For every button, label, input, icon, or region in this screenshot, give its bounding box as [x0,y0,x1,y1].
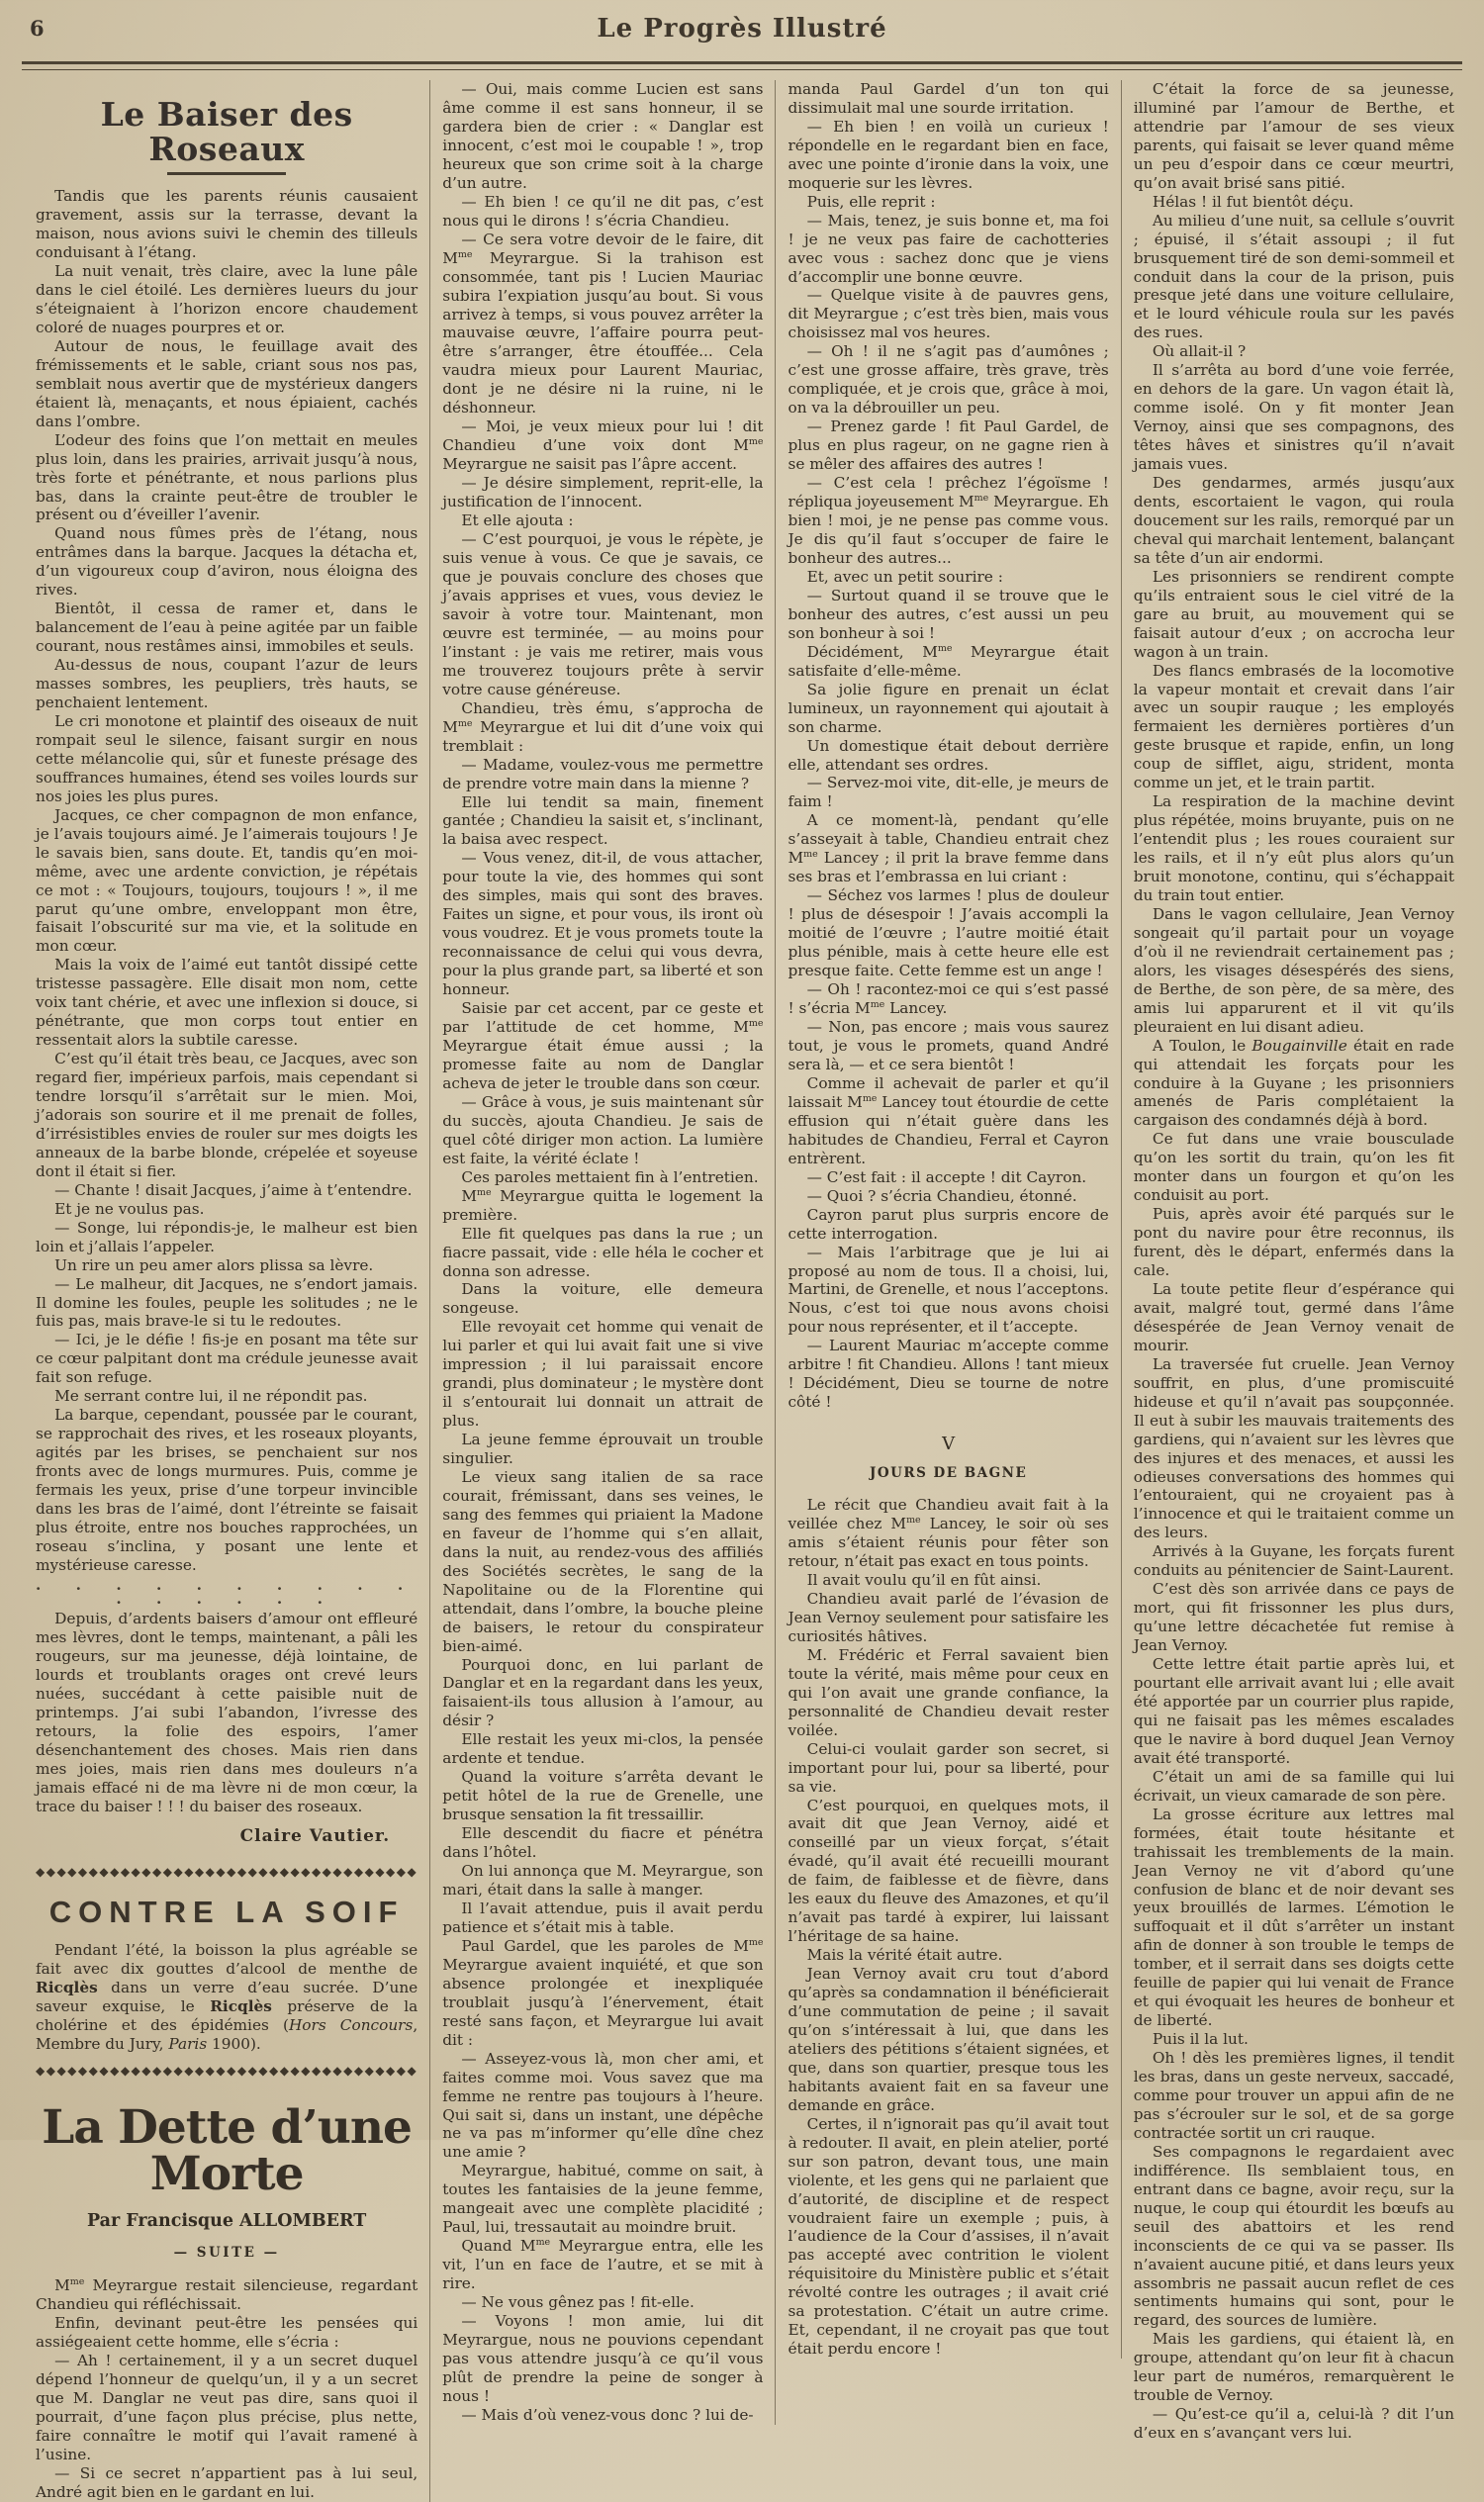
para: — Surtout quand il se trouve que le bonheur des autres, c’est aussi un peu son bonheur à soi ! [788,586,1109,642]
para: Autour de nous, le feuillage avait des frémissements et le sable, criant sous nos pas, semblait nous avertir que de mystérieux dangers étaient là, menaçants, et nous épiaient, cachés dans l’ombre. [36,336,418,430]
para: Oh ! dès les premières lignes, il tendit les bras, dans un geste nerveux, saccadé, comme pour trouver un appui afin de ne pas s’écrouler sur le sol, et de sa gorge contractée sortit un cri rauque. [1133,2049,1454,2142]
para: — Ah ! certainement, il y a un secret duquel dépend l’honneur de quelqu’un, il y a un secret que M. Danglar ne veut pas dire, sans quoi il pourrait, d’une façon plus précise, plus nette, faire connaître le motif qui l’avait ramené à l’usine. [36,2352,418,2463]
para: — Mais l’arbitrage que je lui ai proposé au nom de tous. Il a choisi, lui, Martini, de Grenelle, et nous l’acceptons. Nous, c’est toi que nous avons choisi pour nous représenter, et il t’accepte. [788,1243,1109,1337]
para: C’est qu’il était très beau, ce Jacques, avec son regard fier, impérieux parfois, mais cependant si tendre lorsqu’il s’arrêtait sur le mien. Moi, j’adorais son sourire et il me prenait de folles, d’irrésistibles envies de rouler sur mes doigts les anneaux de la barbe blonde, crépelée et soyeuse dont il était si fier. [36,1050,418,1180]
para: — Le malheur, dit Jacques, ne s’endort jamais. Il domine les foules, peuple les solitudes ; ne le fuis pas, mais brave-le si tu le redoutes. [36,1274,418,1331]
page-header [0,0,1484,57]
para: Mais la vérité était autre. [806,1946,1003,1965]
para: — Oh ! racontez-moi ce qui s’est passé ! s’écria $M^{me}$ Lancey. [788,980,1109,1018]
para: Enfin, devinant peut-être les pensées qui assiégeaient cette homme, elle s’écria : [36,2314,418,2352]
para: Hélas ! il fut bientôt déçu. [1152,192,1354,211]
para: — Prenez garde ! fit Paul Gardel, de plus en plus rageur, on ne gagne rien à se mêler des affaires des autres ! [788,417,1109,474]
para: Celui-ci voulait garder son secret, si important pour lui, pour sa liberté, pour sa vie. [788,1739,1109,1796]
para: Mais la voix de l’aimé eut tantôt dissipé cette tristesse passagère. Elle disait mon nom, cette voix tant chérie, et avec une inflexion si douce, si pénétrante, que mon corps tout entier en ressentait alors la subtile caresse. [36,956,418,1050]
para: — Eh bien ! en voilà un curieux ! répondelle en le regardant bien en face, avec une pointe d’ironie dans la voix, une moquerie sur les lèvres. [788,117,1109,192]
para: La respiration de la machine devint plus répétée, moins bruyante, puis on ne l’entendit plus ; les roues couraient sur les rails, et il n’y eût plus alors qu’un bruit monotone, continu, qui s’échappait du train tout entier. [1133,792,1454,904]
para: Arrivés à la Guyane, les forçats furent conduits au pénitencier de Saint-Laurent. [1133,1542,1454,1580]
title-rule [167,172,286,175]
para: — Voyons ! mon amie, lui dit Meyrargue, nous ne pouvions cependant pas vous attendre jusqu’à ce qu’il vous plût de prendre la peine de songer à nous ! [442,2312,764,2405]
para: Depuis, d’ardents baisers d’amour ont effleuré mes lèvres, dont le temps, maintenant, a pâli les rougeurs, sur ma jeunesse, déjà lointaine, de lourds et troublants orages ont crevé leurs nuées, succédant à cette paisible nuit de printemps. J’ai subi l’abandon, l’ivresse des retours, la folie des espoirs, l’amer désenchantement des choses. Mais rien dans mes joies, mais rien dans mes douleurs n’a jamais effacé ni de ma lèvre ni de mon cœur, la trace du baiser ! ! ! du baiser des roseaux. [36,1610,418,1815]
para: Dans la voiture, elle demeura songeuse. [442,1280,764,1318]
para: Un rire un peu amer alors plissa sa lèvre. [54,1255,374,1274]
para: — Qu’est-ce qu’il a, celui-là ? dit l’un d’eux en s’avançant vers lui. [1133,2405,1454,2443]
para: Bientôt, il cessa de ramer et, dans le balancement de l’eau à peine agitée par un faible courant, nous restâmes ainsi, immobiles et seuls. [36,600,418,656]
para: Elle descendit du fiacre et pénétra dans l’hôtel. [442,1824,764,1862]
para: On lui annonça que M. Meyrargue, son mari, était dans la salle à manger. [442,1862,764,1899]
para: Meyrargue, habitué, comme on sait, à toutes les fantaisies de la jeune femme, mangeait avec une complète placidité ; Paul, lui, tressautait au moindre bruit. [442,2162,764,2237]
para: C’est pourquoi, en quelques mots, il avait dit que Jean Vernoy, aidé et conseillé par un vieux forçat, s’était évadé, qu’il avait été recueilli mourant de faim, de faiblesse et de fièvre, dans les eaux du fleuve des Amazones, et qu’il n’avait pas tardé à expirer, lui laissant l’héritage de sa haine. [788,1796,1109,1946]
para: — Quoi ? s’écria Chandieu, étonné. [806,1186,1077,1205]
para: Chandieu, très ému, s’approcha de $M^{me}$ Meyrargue et lui dit d’une voix qui tremblait : [442,698,764,755]
para: Des gendarmes, armés jusqu’aux dents, escortaient le vagon, qui roula doucement sur les rails, remorqué par un cheval qui marchait lentement, balançant sa tête d’un air endormi. [1133,474,1454,567]
para: La barque, cependant, poussée par le courant, se rapprochait des rives, et les roseaux ployants, agités par les brises, se penchaient sur nos fronts avec de longs murmures. Puis, comme je fermais les yeux, prise d’une torpeur invincible dans les bras de l’aimé, dont l’étreinte se faisait plus étroite, entre nos bouches rapprochées, un roseau s’inclina, y posant une lente et mystérieuse caresse. [36,1406,418,1574]
para: — Asseyez-vous là, mon cher ami, et faites comme moi. Vous savez que ma femme ne rentre pas toujours à l’heure. Qui sait si, dans un instant, une dépêche ne va pas m’informer qu’elle dîne chez une amie ? [442,2049,764,2162]
para: Au milieu d’une nuit, sa cellule s’ouvrit ; épuisé, il s’était assoupi ; il fut brusquement tiré de son demi-sommeil et conduit dans la cour de la prison, puis presque jeté dans une voiture cellulaire, et le lourd véhicule roula sur les pavés des rues. [1133,211,1454,342]
para: — Oh ! il ne s’agit pas d’aumônes ; c’est une grosse affaire, très grave, très compliquée, et je crois que, grâce à moi, on va la débrouiller un peu. [788,342,1109,417]
para: Il l’avait attendue, puis il avait perdu patience et s’était mis à table. [442,1899,764,1936]
para: — C’est fait : il accepte ! dit Cayron. [806,1167,1087,1186]
para: — Quelque visite à de pauvres gens, dit Meyrargue ; c’est très bien, mais vous choisissez mal vos heures. [788,286,1109,342]
para: Elle revoyait cet homme qui venait de lui parler et qui lui avait fait une si vive impression ; il lui paraissait encore grandi, plus dominateur ; le mystère dont il s’entourait lui donnait un attrait de plus. [442,1318,764,1431]
para: Me serrant contre lui, il ne répondit pas. [54,1387,368,1406]
para: Le récit que Chandieu avait fait à la veillée chez $M^{me}$ Lancey, le soir où ses amis s’étaient réunis pour fêter son retour, n’était pas exact en tous points. [788,1496,1109,1571]
para: — Vous venez, dit-il, de vous attacher, pour toute la vie, des hommes qui sont des simples, mais qui sont des braves. Faites un signe, et pour vous, ils iront où vous voudrez. Et je vous promets toute la reconnaissance de celui qui vous devra, pour la plus grande part, sa liberté et son honneur. [442,849,764,999]
diamond-sep: ◆◆◆◆◆◆◆◆◆◆◆◆◆◆◆◆◆◆◆◆◆◆◆◆◆◆◆◆◆◆◆◆◆◆◆◆ [36,2063,418,2078]
para: Pendant l’été, la boisson la plus agréable se fait avec dix gouttes d’alcool de menthe de Ricqlès dans un verre d’eau sucrée. D’une saveur exquise, le Ricqlès préserve de la cholérine et des épidémies (Hors Concours, Membre du Jury, Paris 1900). [36,1941,418,2053]
column-4 [1122,80,1466,2443]
para: A Toulon, le Bougainville était en rade qui attendait les forçats pour les conduire à la Guyane ; les prisonniers amenés de Paris complétaient la cargaison des condamnés déjà à bord. [1133,1036,1454,1130]
para: — Non, pas encore ; mais vous saurez tout, je vous le promets, quand André sera là, — et ce sera bientôt ! [788,1018,1109,1073]
para: — Oui, mais comme Lucien est sans âme comme il est sans honneur, il se gardera bien de crier : « Danglar est innocent, c’est moi le coupable ! », trop heureux que son crime soit à la charge d’un autre. [442,80,764,192]
byline: Par Francisque ALLOMBERT [86,2210,367,2231]
para: La toute petite fleur d’espérance qui avait, malgré tout, germé dans l’âme désespérée de Jean Vernoy venait de mourir. [1133,1280,1454,1354]
para: — Madame, voulez-vous me permettre de prendre votre main dans la mienne ? [442,755,764,792]
para: Décidément, $M^{me}$ Meyrargue était satisfaite d’elle-même. [788,642,1109,680]
para: Puis, après avoir été parqués sur le pont du navire pour être reconnus, ils furent, dès le départ, enfermés dans la cale. [1133,1205,1454,1280]
para: — Songe, lui répondis-je, le malheur est bien loin et j’allais l’appeler. [36,1218,418,1255]
para: — Grâce à vous, je suis maintenant sûr du succès, ajouta Chandieu. Je sais de quel côté diriger mon action. La lumière est faite, la vérité éclate ! [442,1092,764,1167]
para: Jean Vernoy avait cru tout d’abord qu’après sa condamnation il bénéficierait d’une commutation de peine ; il savait qu’on s’intéressait à lui, que dans les ateliers des pétitions s’étaient signées, et que, dans son quartier, presque tous les habitants avaient fait en sa faveur une demande en grâce. [788,1965,1109,2114]
para: Quand $M^{me}$ Meyrargue entra, elle les vit, l’un en face de l’autre, et se mit à rire. [442,2237,764,2293]
para: Le vieux sang italien de sa race courait, frémissant, dans ses veines, le sang des femmes qui priaient la Madone en faveur de l’homme qui s’en allait, dans la nuit, au rendez-vous des affiliés des Sociétés secrètes, le sang de la Napolitaine ou de la Florentine qui attendait, dans l’ombre, la bouche pleine de baisers, le retour du conspirateur bien-aimé. [442,1468,764,1655]
para: — Séchez vos larmes ! plus de douleur ! plus de désespoir ! J’avais accompli la moitié de l’œuvre ; l’autre moitié était plus pénible, mais à cette heure elle est presque faite. Cette femme est un ange ! [788,886,1109,980]
para: — Chante ! disait Jacques, j’aime à t’entendre. [54,1180,413,1199]
para: Puis il la lut. [1152,2030,1249,2049]
cont: manda Paul Gardel d’un ton qui dissimulait mal une sourde irritation. [788,80,1109,117]
para: — Eh bien ! ce qu’il ne dit pas, c’est nous qui le dirons ! s’écria Chandieu. [442,192,764,230]
para: Dans le vagon cellulaire, Jean Vernoy songeait qu’il partait pour un voyage d’où il ne reviendrait certainement pas ; alors, les visages désespérés des siens, de Berthe, de son père, de sa mère, des amis lui apparurent et il vit qu’ils pleuraient en lui disant adieu. [1133,904,1454,1036]
para: Elle lui tendit sa main, finement gantée ; Chandieu la saisit et, s’inclinant, la baisa avec respect. [442,792,764,849]
para: — Ne vous gênez pas ! fit-elle. [461,2293,695,2312]
para: $M^{me}$ Meyrargue restait silencieuse, regardant Chandieu qui réfléchissait. [36,2276,418,2314]
para: — Je désire simplement, reprit-elle, la justification de l’innocent. [442,474,764,511]
para: Puis, elle reprit : [806,192,936,211]
dot-sep: . . . . . . . . . . . . . . . . [36,1575,418,1608]
title-large: Le Baiser des Roseaux [100,95,353,168]
chapter-title: JOURS DE BAGNE [869,1465,1028,1482]
para: — C’est cela ! prêchez l’égoïsme ! répliqua joyeusement $M^{me}$ Meyrargue. Eh bien ! moi, je ne pense pas comme vous. Je dis qu’il faut s’occuper de faire le bonheur des autres... [788,474,1109,567]
para: Et je ne voulus pas. [54,1199,205,1218]
para: — Si ce secret n’appartient pas à lui seul, André agit bien en le gardant en lui. [36,2463,418,2501]
para: La grosse écriture aux lettres mal formées, était toute hésitante et trahissait les tremblements de la main. Jean Vernoy ne vit d’abord qu’une confusion de blanc et de noir devant ses yeux brouillés de larmes. L’émotion le suffoquait et il dût s’arrêter un instant afin de donner à son trouble le temps de tomber, et il serrait dans ses doigts cette feuille de papier qui lui venait de France et qui évoquait les heures de bonheur et de liberté. [1133,1805,1454,2030]
ad-title: CONTRE LA SOIF [48,1894,405,1929]
para: Saisie par cet accent, par ce geste et par l’attitude de cet homme, $M^{me}$ Meyrargue était émue aussi ; la promesse faite au nom de Danglar acheva de jeter le trouble dans son cœur. [442,998,764,1092]
para: Où allait-il ? [1152,342,1247,361]
para: C’était un ami de sa famille qui lui écrivait, un vieux camarade de son père. [1133,1767,1454,1805]
para: — Mais, tenez, je suis bonne et, ma foi ! je ne veux pas faire de cachotteries avec vous : sachez donc que je viens d’accomplir une bonne œuvre. [788,211,1109,286]
para: Certes, il n’ignorait pas qu’il avait tout à redouter. Il avait, en plein atelier, porté sur son patron, devant tous, une main violente, et les gens qui ne parlaient que d’autorité, de discipline et de respect voudraient faire un exemple ; puis, à l’audience de la Cour d’assises, il n’avait pas accepté avec contrition le violent réquisitoire du Ministère public et s’était révolté contre les outrages ; il avait crié sa protestation. C’était un autre crime. Et, cependant, il ne croyait pas que tout était perdu encore ! [788,2114,1109,2359]
para: — Servez-moi vite, dit-elle, je meurs de faim ! [788,774,1109,811]
para: A ce moment-là, pendant qu’elle s’asseyait à table, Chandieu entrait chez $M^{me}$ Lancey ; il prit la brave femme dans ses bras et l’embrassa en lui criant : [788,811,1109,886]
diamond-sep: ◆◆◆◆◆◆◆◆◆◆◆◆◆◆◆◆◆◆◆◆◆◆◆◆◆◆◆◆◆◆◆◆◆◆◆◆ [36,1864,418,1879]
para: Comme il achevait de parler et qu’il laissait $M^{me}$ Lancey tout étourdie de cette effusion qui n’était guère dans les habitudes de Chandieu, Ferral et Cayron entrèrent. [788,1073,1109,1167]
para: Au-dessus de nous, coupant l’azur de leurs masses sombres, les peupliers, très hauts, se penchaient lentement. [36,656,418,712]
para: C’est dès son arrivée dans ce pays de mort, qui fit frissonner les plus durs, qu’une lettre décachetée fut remise à Jean Vernoy. [1133,1580,1454,1655]
para: Tandis que les parents réunis causaient gravement, assis sur la terrasse, devant la maison, nous avions suivi le chemin des tilleuls conduisant à l’étang. [36,187,418,262]
para: Ce fut dans une vraie bousculade qu’on les sortit du train, qu’on les fit monter dans un fourgon et qu’on les conduisit au port. [1133,1130,1454,1205]
story-title: La Dette d’une Morte [42,2099,412,2201]
para: L’odeur des foins que l’on mettait en meules plus loin, dans les prairies, arrivait jusqu’à nous, très forte et pénétrante, et nous parlions plus bas, dans la crainte peut-être de troubler le présent ou d’éveiller l’avenir. [36,430,418,524]
column-1 [24,80,430,2502]
para: Les prisonniers se rendirent compte qu’ils entraient sous le ciel vitré de la gare au bruit, au mouvement qui se faisait autour d’eux ; on accrocha leur wagon à un train. [1133,567,1454,661]
suite: — SUITE — [173,2244,280,2261]
article-columns [0,70,1484,2502]
para: — Ici, je le défie ! fis-je en posant ma tête sur ce cœur palpitant dont ma crédule jeunesse avait fait son refuge. [36,1331,418,1387]
para: — C’est pourquoi, je vous le répète, je suis venue à vous. Ce que je savais, ce que je pouvais conclure des choses que j’avais apprises et vues, vous deviez le savoir à votre tour. Maintenant, mon œuvre est terminée, — au moins pour l’instant : je vais me retirer, mais vous me trouverez toujours prête à servir votre cause généreuse. [442,530,764,698]
para: C’était la force de sa jeunesse, illuminé par l’amour de Berthe, et attendrie par l’amour de ses vieux parents, qui faisait se lever quand même un peu d’espoir dans ce cœur meurtri, qu’on avait brisé sans pitié. [1133,80,1454,192]
para: Pourquoi donc, en lui parlant de Danglar et en la regardant dans les yeux, faisaient-ils tous allusion à l’amour, au désir ? [442,1655,764,1730]
column-2 [430,80,776,2425]
para: Cette lettre était partie après lui, et pourtant elle arrivait avant lui ; elle avait été apportée par un courrier plus rapide, qui ne faisait pas les mêmes escalades que le navire à bord duquel Jean Vernoy avait été transporté. [1133,1655,1454,1767]
para: Quand la voiture s’arrêta devant le petit hôtel de la rue de Grenelle, une brusque sensation la fit tressaillir. [442,1768,764,1824]
para: Ses compagnons le regardaient avec indifférence. Ils semblaient tous, en entrant dans ce bagne, avoir reçu, sur la nuque, le coup qui étourdit les bœufs au seuil des abattoirs et les rend inconscients de ce qui va se passer. Ils n’avaient aucune pitié, et dans leurs yeux assombris ne passait aucun reflet de ces sentiments humains qui sont, pour le regard, des sources de lumière. [1133,2142,1454,2330]
para: M. Frédéric et Ferral savaient bien toute la vérité, mais même pour ceux en qui l’on avait une grande confiance, la personnalité de Chandieu devait rester voilée. [788,1645,1109,1739]
para: La traversée fut cruelle. Jean Vernoy souffrit, en plus, d’une promiscuité hideuse et qu’il n’avait pas soupçonnée. Il eut à subir les mauvais traitements des gardiens, qui n’avaient sur les lèvres que des injures et des menaces, et aussi les odieuses conversations des hommes qui l’entouraient, qui ne croyaient pas à l’innocence et qui le traitaient comme un des leurs. [1133,1354,1454,1542]
page-number: 6 [30,16,45,41]
para: $M^{me}$ Meyrargue quitta le logement la première. [442,1186,764,1224]
para: — Moi, je veux mieux pour lui ! dit Chandieu d’une voix dont $M^{me}$ Meyrargue ne saisit pas l’âpre accent. [442,417,764,474]
para: Cayron parut plus surpris encore de cette interrogation. [788,1205,1109,1243]
para: — Ce sera votre devoir de le faire, dit $M^{me}$ Meyrargue. Si la trahison est consommée, tant pis ! Lucien Mauriac subira l’expiation jusqu’au bout. Si vous arrivez à temps, si vous pouvez arrêter la mauvaise œuvre, l’affaire pourra peut-être s’arranger, être étouffée... Cela vaudra mieux pour Laurent Mauriac, dont je ne désire ni la ruine, ni le déshonneur. [442,230,764,417]
para: Des flancs embrasés de la locomotive la vapeur montait et crevait dans l’air avec un soupir rauque ; les employés fermaient les dernières portières d’un geste brusque et rapide, enfin, un long coup de sifflet, aigu, strident, monta comme un jet, et le train partit. [1133,661,1454,792]
para: Chandieu avait parlé de l’évasion de Jean Vernoy seulement pour satisfaire les curiosités hâtives. [788,1590,1109,1645]
para: Mais les gardiens, qui étaient là, en groupe, attendant qu’on leur fit à chacun leur part de numéros, remarquèrent le trouble de Vernoy. [1133,2330,1454,2405]
para: Le cri monotone et plaintif des oiseaux de nuit rompait seul le silence, faisant surgir en nous cette mélancolie qui, sûr et funeste présage des souffrances humaines, étend ses voiles lourds sur nos joies les plus pures. [36,711,418,805]
header-rule [22,61,1462,70]
para: Un domestique était debout derrière elle, attendant ses ordres. [788,736,1109,774]
para: — Laurent Mauriac m’accepte comme arbitre ! fit Chandieu. Allons ! tant mieux ! Décidément, Dieu se tourne de notre côté ! [788,1337,1109,1412]
para: — Mais d’où venez-vous donc ? lui de- [461,2405,754,2424]
para: La nuit venait, très claire, avec la lune pâle dans le ciel étoilé. Les dernières lueurs du jour s’éteignaient à l’horizon encore chaudement coloré de nuages pourpres et or. [36,262,418,336]
column-3 [776,80,1121,2359]
para: Paul Gardel, que les paroles de $M^{me}$ Meyrargue avaient inquiété, et que son absence prolongée et inexpliquée troublait jusqu’à l’énervement, était resté sans façon, et Meyrargue lui avait dit : [442,1936,764,2049]
chapter-num: V [942,1434,956,1455]
masthead-title: Le Progrès Illustré [597,14,887,44]
para: Ces paroles mettaient fin à l’entretien. [461,1167,759,1186]
signature: Claire Vautier. [239,1825,391,1846]
para: Quand nous fûmes près de l’étang, nous entrâmes dans la barque. Jacques la détacha et, d’un vigoureux coup d’aviron, nous éloigna des rives. [36,524,418,600]
para: Et, avec un petit sourire : [806,567,1003,586]
para: Sa jolie figure en prenait un éclat lumineux, un rayonnement qui ajoutait à son charme. [788,680,1109,736]
para: Il s’arrêta au bord d’une voie ferrée, en dehors de la gare. Un vagon était là, comme isolé. On y fit monter Jean Vernoy, ainsi que ses compagnons, des têtes hâves et sinistres qu’il n’avait jamais vues. [1133,361,1454,474]
para: Elle restait les yeux mi-clos, la pensée ardente et tendue. [442,1730,764,1768]
para: La jeune femme éprouvait un trouble singulier. [442,1431,764,1468]
para: Jacques, ce cher compagnon de mon enfance, je l’avais toujours aimé. Je l’aimerais toujours ! Je le savais bien, sans doute. Et, tandis qu’en moi-même, avec une ardente conviction, je répétais ce mot : « Toujours, toujours, toujours ! », il me parut qu’une ombre, enveloppant mon être, faisait l’obscurité sur ma vie, et la solitude en mon cœur. [36,805,418,956]
para: Et elle ajouta : [461,511,574,530]
para: Elle fit quelques pas dans la rue ; un fiacre passait, vide : elle héla le cocher et donna son adresse. [442,1224,764,1280]
para: Il avait voulu qu’il en fût ainsi. [806,1571,1042,1590]
